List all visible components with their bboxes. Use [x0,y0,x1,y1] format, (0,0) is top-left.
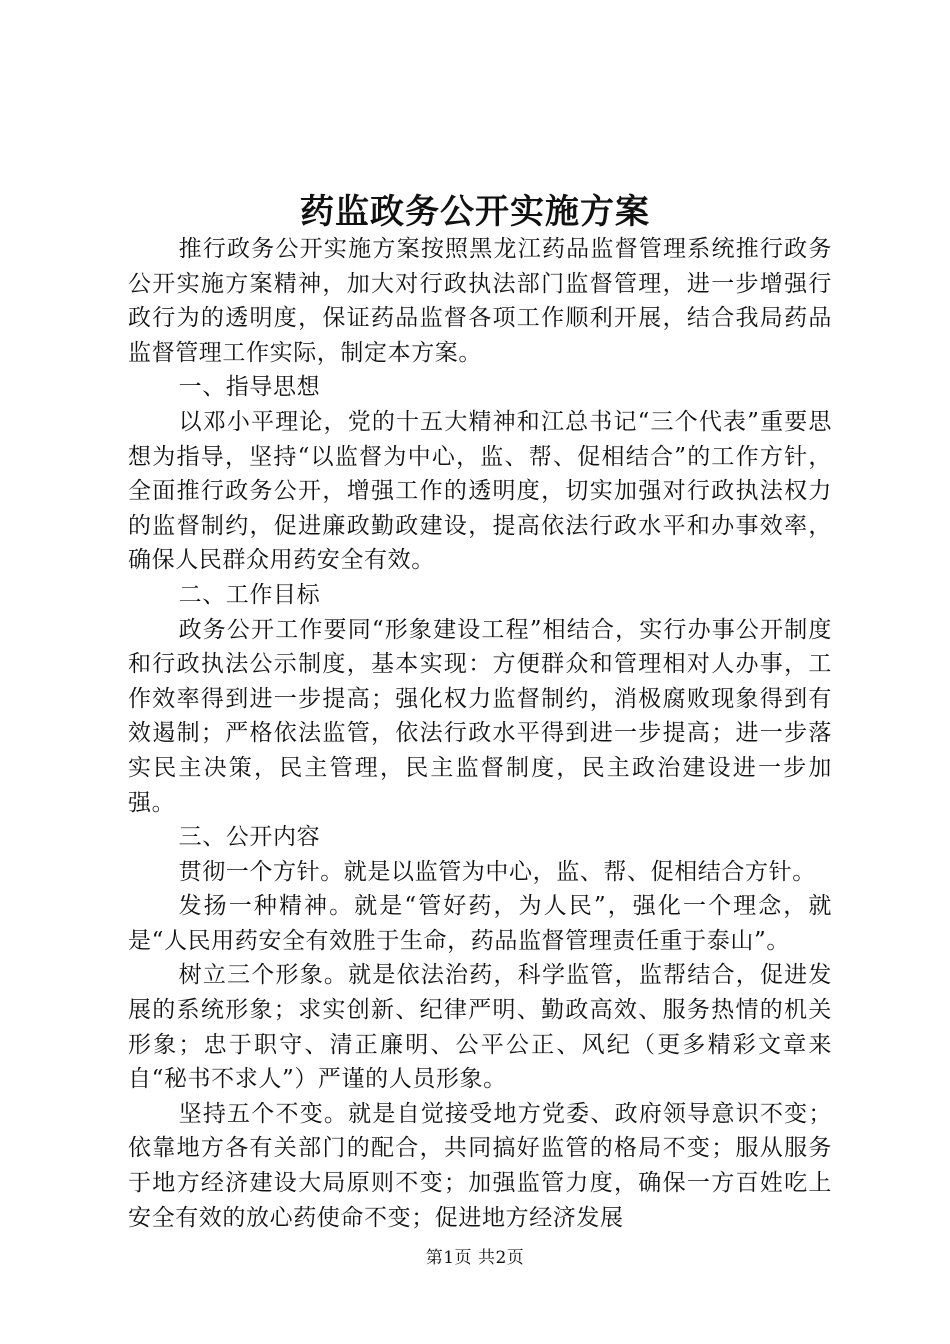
intro-paragraph: 推行政务公开实施方案按照黑龙江药品监督管理系统推行政务公开实施方案精神，加大对行政执法部门监督管理，进一步增强行政行为的透明度，保证药品监督各项工作顺利开展，结合我局药品监督管理工作实际，制定本方案。 [128,236,832,366]
content-paragraph-five-unchanged: 坚持五个不变。就是自觉接受地方党委、政府领导意识不变；依靠地方各有关部门的配合，共同搞好监管的格局不变；服从服务于地方经济建设大局原则不变；加强监管力度，确保一方百姓吃上安全有效的放心药使命不变；促进地方经济发展 [128,1100,832,1231]
content-paragraph-three-images: 树立三个形象。就是依法治药，科学监管，监帮结合，促进发展的系统形象；求实创新、纪律严明、勤政高效、服务热情的机关形象；忠于职守、清正廉明、公平公正、风纪（更多精彩文章来自“秘书不求人”）严谨的人员形象。 [128,962,832,1093]
section-heading-work-goals: 二、工作目标 [178,581,321,608]
content-paragraph-one-policy: 贯彻一个方针。就是以监管为中心，监、帮、促相结合方针。 [178,858,816,885]
document-title: 药监政务公开实施方案 [300,192,650,232]
page-footer: 第1页 共2页 [425,1248,525,1268]
content-paragraph-one-spirit: 发扬一种精神。就是“管好药，为人民”，强化一个理念，就是“人民用药安全有效胜于生命，药品监督管理责任重于泰山”。 [128,893,832,954]
section-heading-public-content: 三、公开内容 [178,824,321,851]
section-heading-guiding-ideology: 一、指导思想 [178,374,321,401]
guiding-ideology-paragraph: 以邓小平理论，党的十五大精神和江总书记“三个代表”重要思想为指导，坚持“以监督为中心，监、帮、促相结合”的工作方针，全面推行政务公开，增强工作的透明度，切实加强对行政执法权力的监督制约，促进廉政勤政建设，提高依法行政水平和办事效率，确保人民群众用药安全有效。 [128,408,832,574]
document-body [128,232,832,1235]
work-goals-paragraph: 政务公开工作要同“形象建设工程”相结合，实行办事公开制度和行政执法公示制度，基本实现：方便群众和管理相对人办事，工作效率得到进一步提高；强化权力监督制约，消极腐败现象得到有效遏制；严格依法监管，依法行政水平得到进一步提高；进一步落实民主决策，民主管理，民主监督制度，民主政治建设进一步加强。 [128,616,832,816]
